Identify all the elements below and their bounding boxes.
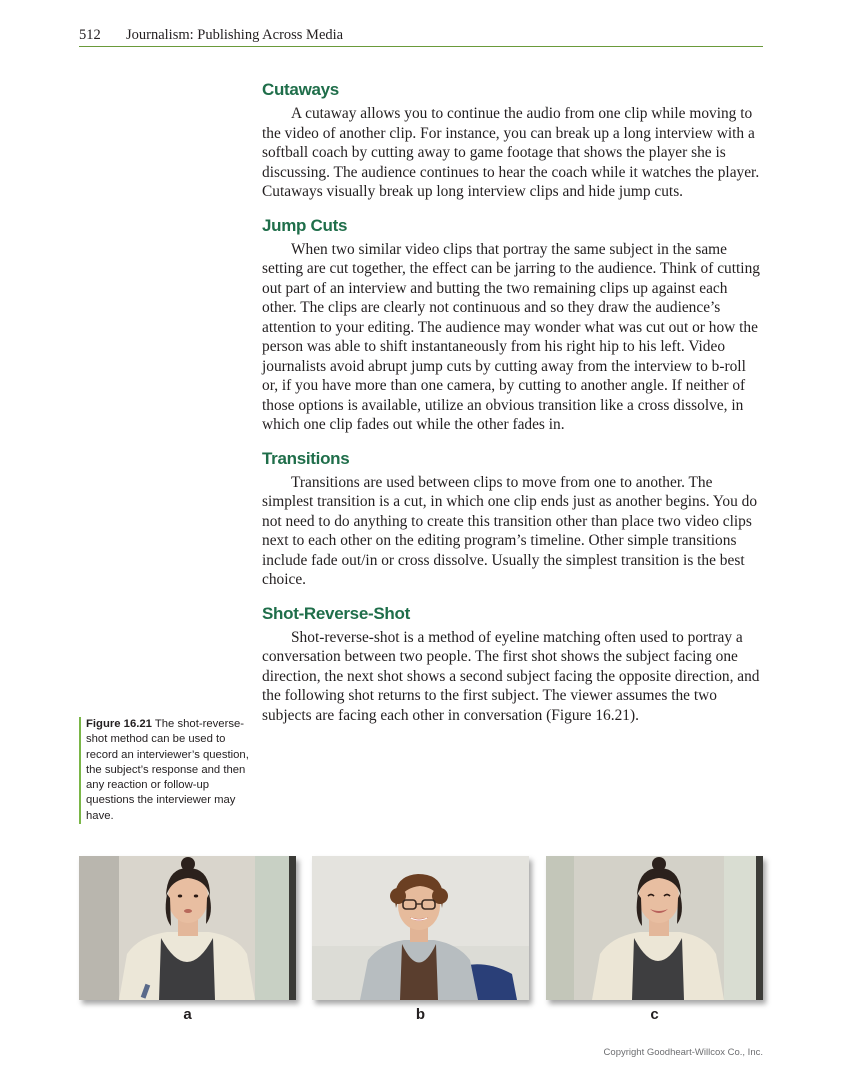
copyright-notice: Copyright Goodheart-Willcox Co., Inc. (603, 1047, 763, 1058)
section-heading: Transitions (262, 448, 350, 468)
figure-photo-b (312, 856, 529, 1000)
section-shot-reverse-shot (262, 602, 764, 726)
section-heading: Shot-Reverse-Shot (262, 603, 410, 623)
page-number: 512 (79, 27, 101, 43)
photo-label-a: a (183, 1006, 192, 1023)
book-title: Journalism: Publishing Across Media (126, 27, 344, 43)
figure-photo-c (546, 856, 763, 1000)
figure-photo-a (79, 856, 296, 1000)
photo-label-b: b (415, 1006, 426, 1023)
section-heading: Jump Cuts (262, 215, 348, 235)
section-body: Shot-reverse-shot is a method of eyeline matching often used to portray a conversation between two people. The first shot shows the subject facing one direction, the next shot shows a second subject facing the opposite direction, and the following shot returns to the first subject. The viewer assumes the two subjects are facing each other in conversation (Figure 16.21). (262, 628, 760, 724)
figure-caption-text: The shot-reverse-shot method can be used to record an interviewer’s question, the subject’s response and then any reaction or follow-up questions the interviewer may have. (86, 718, 249, 822)
section-heading: Cutaways (262, 80, 339, 99)
section-cutaways (262, 78, 764, 202)
figure-caption (79, 717, 252, 824)
section-body: Transitions are used between clips to move from one to another. The simplest transition is a cut, in which one clip ends just as another begins. You do not need to do anything to create this transition other than place two video clips next to each other on the editing program’s timeline. Other simple transitions include fade out/in or cross dissolve. Usually the simplest transition is the best choice. (262, 473, 758, 588)
section-transitions (262, 447, 764, 590)
section-body: When two similar video clips that portray the same subject in the same setting are cut together, the effect can be jarring to the audience. Think of cutting out part of an interview and butting the two remaining clips up against each other. The clips are clearly not continuous and so they draw the audience’s attention to your editing. The audience may wonder what was cut out or how the person was able to shift instantaneously from his right hip to his left. Video journalists avoid abrupt jump cuts by cutting away from the interview to b-roll or, if you have more than one camera, by cutting to another angle. If neither of those options is available, utilize an obvious transition like a cross dissolve, in which one clip fades out while the other fades in. (262, 240, 760, 433)
page-header (79, 24, 763, 47)
section-body: A cutaway allows you to continue the audio from one clip while moving to the video of another clip. For instance, you can break up a long interview with a softball coach by cutting away to game footage that shows the player she is discussing. The audience continues to hear the coach while it watches the player. Cutaways visually break up long interview clips and hide jump cuts. (262, 105, 760, 200)
photo-label-c: c (650, 1006, 659, 1023)
section-jump-cuts (262, 214, 764, 435)
main-text (262, 78, 764, 737)
figure-label: Figure 16.21 (86, 718, 152, 730)
